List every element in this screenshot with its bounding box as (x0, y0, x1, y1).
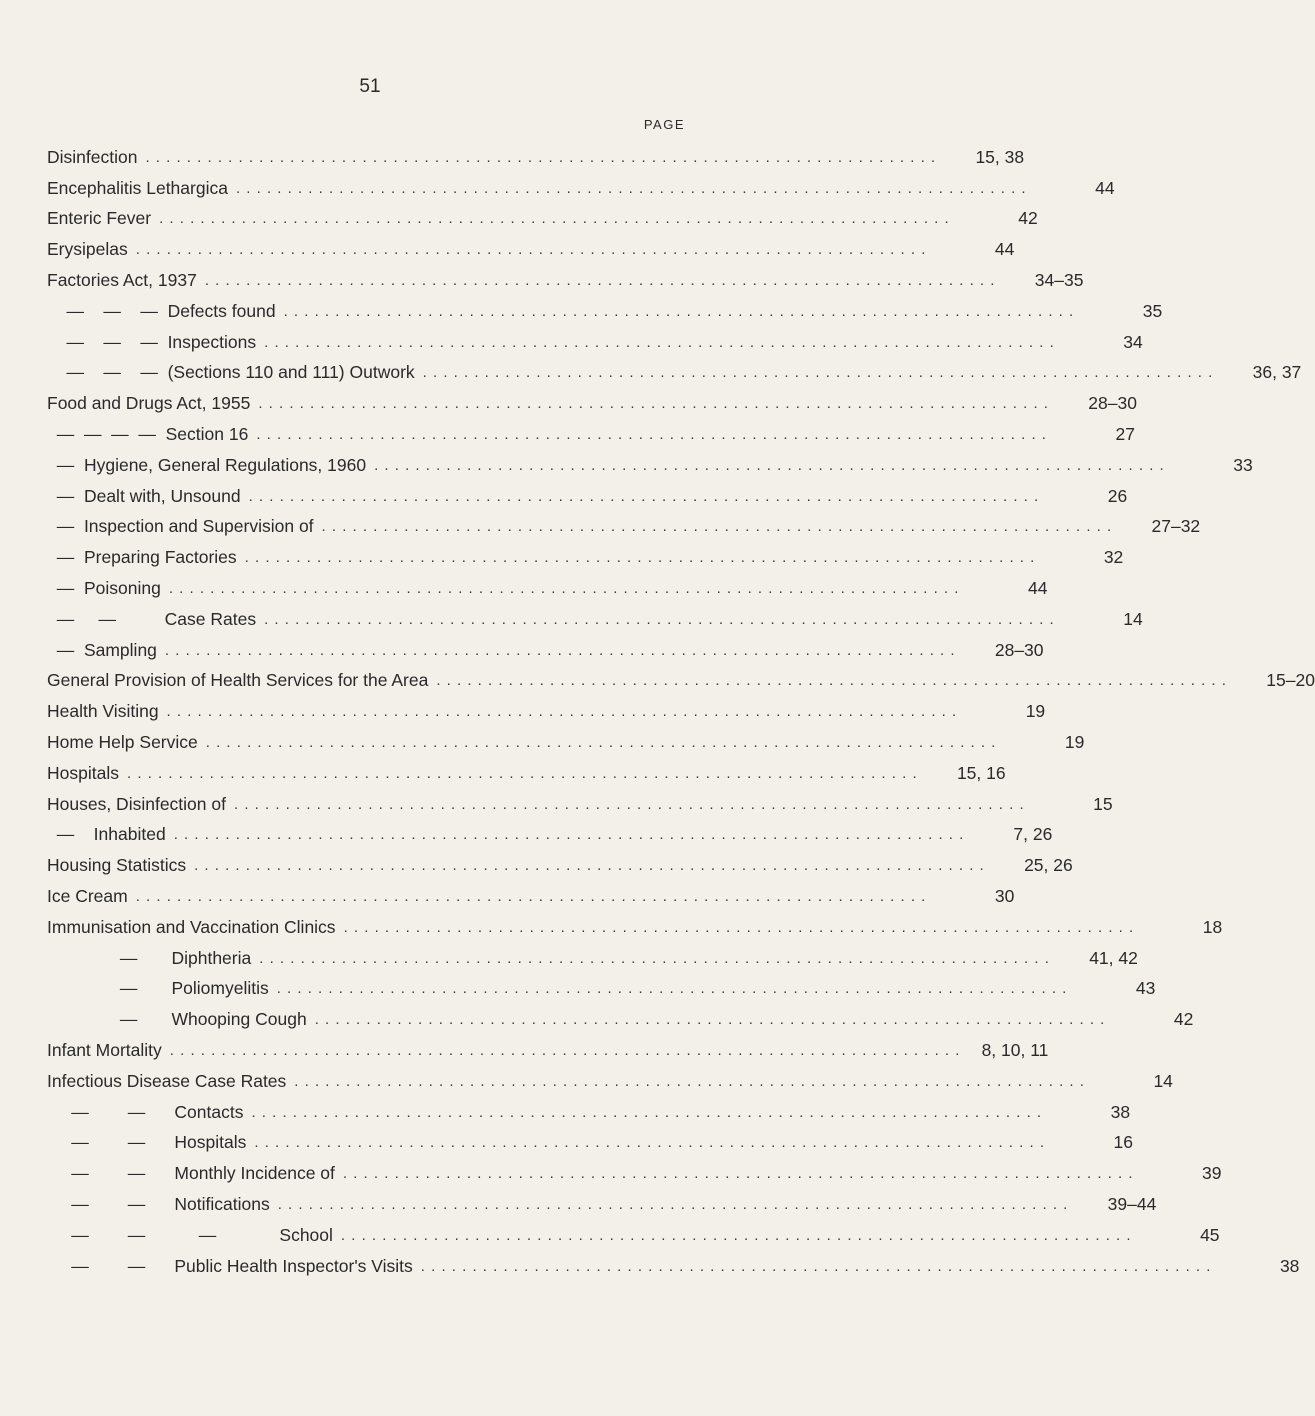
index-entry-pages: 19 (1064, 732, 1085, 753)
index-entry (47, 358, 1302, 389)
dot-leader: . . . . . . . . . . . . . . . . . . . . . . . . . . . . . . . . . . . . . . . . . . . . . . . . . . . . . . . . . . . . . . . . . . . . . . . . . . . . . (169, 1042, 961, 1059)
index-entry (47, 419, 1135, 450)
index-entry (47, 912, 1223, 943)
dot-leader: . . . . . . . . . . . . . . . . . . . . . . . . . . . . . . . . . . . . . . . . . . . . . . . . . . . . . . . . . . . . . . . . . . . . . . . . . . . . . (254, 1134, 1045, 1152)
index-entry-label: — — — — Section 16 (47, 424, 249, 445)
dot-leader: . . . . . . . . . . . . . . . . . . . . . . . . . . . . . . . . . . . . . . . . . . . . . . . . . . . . . . . . . . . . . . . . . . . . . . . . . . . . . (276, 980, 1068, 998)
index-entry-label: — — — Defects found (47, 300, 276, 321)
index-entry-label: — — — Inspections (47, 331, 257, 352)
dot-leader: . . . . . . . . . . . . . . . . . . . . . . . . . . . . . . . . . . . . . . . . . . . . . . . . . . . . . . . . . . . . . . . . . . . . . . . . . . . . . (126, 764, 918, 782)
index-entry-label: Encephalitis Lethargica (47, 177, 228, 198)
index-entry-label: — — Monthly Incidence of (47, 1163, 335, 1184)
index-entry-pages: 25, 26 (1024, 855, 1073, 876)
dot-leader: . . . . . . . . . . . . . . . . . . . . . . . . . . . . . . . . . . . . . . . . . . . . . . . . . . . . . . . . . . . . . . . . . . . . . . . . . . . . . (283, 302, 1075, 320)
index-entry-pages: 36, 37 (1252, 362, 1302, 383)
dot-leader: . . . . . . . . . . . . . . . . . . . . . . . . . . . . . . . . . . . . . . . . . . . . . . . . . . . . . . . . . . . . . . . . . . . . . . . . . . . . . (259, 949, 1050, 967)
index-entry-label: Factories Act, 1937 (47, 270, 197, 291)
index-entry-label: — Diphtheria (47, 947, 252, 968)
index-entry-pages: 42 (1173, 1009, 1194, 1030)
index-entry-pages: 34–35 (1034, 270, 1084, 291)
dot-leader: . . . . . . . . . . . . . . . . . . . . . . . . . . . . . . . . . . . . . . . . . . . . . . . . . . . . . . . . . . . . . . . . . . . . . . . . . . . . . (422, 364, 1214, 382)
index-entry-label: — Dealt with, Unsound (47, 485, 241, 506)
index-entry (47, 1158, 1222, 1189)
dot-leader: . . . . . . . . . . . . . . . . . . . . . . . . . . . . . . . . . . . . . . . . . . . . . . . . . . . . . . . . . . . . . . . . . . . . . . . . . . . . . (251, 1103, 1043, 1121)
index-entry (47, 727, 1085, 758)
dot-leader: . . . . . . . . . . . . . . . . . . . . . . . . . . . . . . . . . . . . . . . . . . . . . . . . . . . . . . . . . . . . . . . . . . . . . . . . . . . . . (294, 1072, 1085, 1090)
dot-leader: . . . . . . . . . . . . . . . . . . . . . . . . . . . . . . . . . . . . . . . . . . . . . . . . . . . . . . . . . . . . . . . . . . . . . . . . . . . . . (135, 241, 927, 259)
index-entry-pages: 28–30 (1088, 393, 1137, 414)
index-entry-pages: 33 (1233, 454, 1253, 475)
index-entry-pages: 30 (994, 886, 1015, 907)
index-entry-pages: 44 (1027, 578, 1048, 599)
index-entry (47, 388, 1137, 419)
index-entry (47, 1035, 1049, 1066)
index-entry-label: — — — (Sections 110 and 111) Outwork (47, 362, 415, 383)
index-entry-label: Enteric Fever (47, 208, 152, 229)
index-entry-label: — — Notifications (47, 1193, 270, 1214)
dot-leader: . . . . . . . . . . . . . . . . . . . . . . . . . . . . . . . . . . . . . . . . . . . . . . . . . . . . . . . . . . . . . . . . . . . . . . . . . . . . . (248, 487, 1040, 505)
index-entry (47, 1220, 1220, 1251)
index-entry-pages: 28–30 (994, 639, 1044, 660)
index-entry (47, 666, 1315, 697)
index-entry-label: — — — School (47, 1224, 333, 1245)
index-entry-pages: 15, 16 (956, 762, 1006, 783)
index-entry-label: — Preparing Factories (47, 547, 237, 568)
dot-leader: . . . . . . . . . . . . . . . . . . . . . . . . . . . . . . . . . . . . . . . . . . . . . . . . . . . . . . . . . . . . . . . . . . . . . . . . . . . . . (135, 888, 927, 906)
index-entry (47, 1066, 1173, 1097)
dot-leader: . . . . . . . . . . . . . . . . . . . . . . . . . . . . . . . . . . . . . . . . . . . . . . . . . . . . . . . . . . . . . . . . . . . . . . . . . . . . . (374, 456, 1165, 474)
index-entry-label: — Inspection and Supervision of (47, 516, 314, 537)
dot-leader: . . . . . . . . . . . . . . . . . . . . . . . . . . . . . . . . . . . . . . . . . . . . . . . . . . . . . . . . . . . . . . . . . . . . . . . . . . . . . (264, 333, 1055, 351)
index-entry-label: Disinfection (47, 146, 138, 167)
index-entry (47, 327, 1143, 358)
index-entry (47, 142, 1025, 173)
dot-leader: . . . . . . . . . . . . . . . . . . . . . . . . . . . . . . . . . . . . . . . . . . . . . . . . . . . . . . . . . . . . . . . . . . . . . . . . . . . . . (436, 672, 1227, 690)
index-entry (47, 1251, 1300, 1282)
dot-leader: . . . . . . . . . . . . . . . . . . . . . . . . . . . . . . . . . . . . . . . . . . . . . . . . . . . . . . . . . . . . . . . . . . . . . . . . . . . . . (233, 795, 1025, 813)
dot-leader: . . . . . . . . . . . . . . . . . . . . . . . . . . . . . . . . . . . . . . . . . . . . . . . . . . . . . . . . . . . . . . . . . . . . . . . . . . . . . (321, 518, 1113, 536)
index-entry-pages: 44 (994, 239, 1015, 260)
index-entry-label: Health Visiting (47, 701, 159, 722)
index-entry-pages: 35 (1142, 300, 1163, 321)
index-entry-label: — — Contacts (47, 1101, 244, 1122)
index-entry-pages: 41, 42 (1089, 947, 1138, 968)
dot-leader: . . . . . . . . . . . . . . . . . . . . . . . . . . . . . . . . . . . . . . . . . . . . . . . . . . . . . . . . . . . . . . . . . . . . . . . . . . . . . (173, 826, 965, 844)
index-entry (47, 481, 1128, 512)
index-entry (47, 512, 1201, 543)
index-entry-pages: 15, 38 (975, 146, 1025, 167)
dot-leader: . . . . . . . . . . . . . . . . . . . . . . . . . . . . . . . . . . . . . . . . . . . . . . . . . . . . . . . . . . . . . . . . . . . . . . . . . . . . . (256, 426, 1047, 444)
index-entry-pages: 32 (1103, 547, 1124, 568)
index-entry-label: Hospitals (47, 762, 119, 783)
index-entry (47, 1189, 1157, 1220)
index-entry-pages: 43 (1135, 978, 1156, 999)
dot-leader: . . . . . . . . . . . . . . . . . . . . . . . . . . . . . . . . . . . . . . . . . . . . . . . . . . . . . . . . . . . . . . . . . . . . . . . . . . . . . (164, 641, 956, 659)
dot-leader: . . . . . . . . . . . . . . . . . . . . . . . . . . . . . . . . . . . . . . . . . . . . . . . . . . . . . . . . . . . . . . . . . . . . . . . . . . . . . (258, 395, 1049, 413)
index-entry (47, 1097, 1131, 1128)
index-entry (47, 450, 1253, 481)
index-entry (47, 573, 1048, 604)
index-entry (47, 234, 1015, 265)
dot-leader: . . . . . . . . . . . . . . . . . . . . . . . . . . . . . . . . . . . . . . . . . . . . . . . . . . . . . . . . . . . . . . . . . . . . . . . . . . . . . (235, 179, 1027, 197)
dot-leader: . . . . . . . . . . . . . . . . . . . . . . . . . . . . . . . . . . . . . . . . . . . . . . . . . . . . . . . . . . . . . . . . . . . . . . . . . . . . . (244, 549, 1036, 567)
index-entry-label: Infectious Disease Case Rates (47, 1070, 287, 1091)
index-entry-pages: 8, 10, 11 (981, 1040, 1049, 1060)
page-column-heading: PAGE (643, 117, 685, 132)
index-entry (47, 635, 1044, 666)
index-entry-pages: 38 (1110, 1101, 1131, 1122)
index-entry-label: — — Case Rates (47, 608, 257, 629)
dot-leader: . . . . . . . . . . . . . . . . . . . . . . . . . . . . . . . . . . . . . . . . . . . . . . . . . . . . . . . . . . . . . . . . . . . . . . . . . . . . . (314, 1011, 1106, 1029)
index-entry-label: Housing Statistics (47, 855, 187, 876)
dot-leader: . . . . . . . . . . . . . . . . . . . . . . . . . . . . . . . . . . . . . . . . . . . . . . . . . . . . . . . . . . . . . . . . . . . . . . . . . . . . . (205, 734, 997, 752)
index-entry (47, 604, 1143, 635)
index-entry (47, 820, 1053, 851)
index-entry (47, 296, 1163, 327)
index-entry-label: — Whooping Cough (47, 1009, 307, 1030)
index-entry (47, 696, 1046, 727)
index-entry (47, 204, 1038, 235)
dot-leader: . . . . . . . . . . . . . . . . . . . . . . . . . . . . . . . . . . . . . . . . . . . . . . . . . . . . . . . . . . . . . . . . . . . . . . . . . . . . . (159, 210, 950, 228)
index-entry-pages: 18 (1202, 916, 1223, 937)
dot-leader: . . . . . . . . . . . . . . . . . . . . . . . . . . . . . . . . . . . . . . . . . . . . . . . . . . . . . . . . . . . . . . . . . . . . . . . . . . . . . (277, 1195, 1069, 1213)
dot-leader: . . . . . . . . . . . . . . . . . . . . . . . . . . . . . . . . . . . . . . . . . . . . . . . . . . . . . . . . . . . . . . . . . . . . . . . . . . . . . (420, 1257, 1212, 1275)
index-entry (47, 881, 1015, 912)
index-entry (47, 974, 1156, 1005)
index-entry (47, 173, 1115, 204)
index-entry-pages: 15–20 (1266, 670, 1315, 691)
dot-leader: . . . . . . . . . . . . . . . . . . . . . . . . . . . . . . . . . . . . . . . . . . . . . . . . . . . . . . . . . . . . . . . . . . . . . . . . . . . . . (194, 857, 985, 875)
index-entry-pages: 44 (1095, 177, 1115, 198)
dot-leader: . . . . . . . . . . . . . . . . . . . . . . . . . . . . . . . . . . . . . . . . . . . . . . . . . . . . . . . . . . . . . . . . . . . . . . . . . . . . . (343, 918, 1135, 936)
dot-leader: . . . . . . . . . . . . . . . . . . . . . . . . . . . . . . . . . . . . . . . . . . . . . . . . . . . . . . . . . . . . . . . . . . . . . . . . . . . . . (166, 703, 958, 721)
dot-leader: . . . . . . . . . . . . . . . . . . . . . . . . . . . . . . . . . . . . . . . . . . . . . . . . . . . . . . . . . . . . . . . . . . . . . . . . . . . . . (168, 580, 960, 598)
index-entry-label: — Sampling (47, 639, 157, 660)
index-entry-label: General Provision of Health Services for the Area (47, 670, 429, 691)
index-entry-pages: 15 (1093, 793, 1113, 814)
index-entry-pages: 27 (1115, 424, 1135, 445)
index-entry-label: — — Public Health Inspector's Visits (47, 1255, 413, 1276)
index-entry-label: Food and Drugs Act, 1955 (47, 393, 251, 414)
index-entry (47, 789, 1113, 820)
index-entry-pages: 16 (1113, 1132, 1133, 1153)
index-entry-pages: 38 (1279, 1255, 1300, 1276)
index-entry-label: — Poliomyelitis (47, 978, 269, 999)
index-list (47, 142, 1315, 1281)
index-entry-label: — Hygiene, General Regulations, 1960 (47, 454, 367, 475)
index-entry-pages: 26 (1107, 485, 1128, 506)
index-entry-pages: 45 (1200, 1224, 1220, 1245)
index-entry (47, 542, 1124, 573)
dot-leader: . . . . . . . . . . . . . . . . . . . . . . . . . . . . . . . . . . . . . . . . . . . . . . . . . . . . . . . . . . . . . . . . . . . . . . . . . . . . . (264, 610, 1055, 628)
dot-leader: . . . . . . . . . . . . . . . . . . . . . . . . . . . . . . . . . . . . . . . . . . . . . . . . . . . . . . . . . . . . . . . . . . . . . . . . . . . . . (145, 148, 937, 166)
index-entry (47, 758, 1006, 789)
index-entry-label: — Inhabited (47, 824, 166, 845)
index-entry-pages: 34 (1123, 331, 1143, 352)
index-entry (47, 1004, 1194, 1035)
index-entry-pages: 14 (1123, 608, 1143, 629)
index-entry-pages: 19 (1025, 701, 1046, 722)
index-entry-pages: 27–32 (1151, 516, 1201, 537)
index-entry-label: Immunisation and Vaccination Clinics (47, 916, 336, 937)
index-entry-label: Infant Mortality (47, 1040, 162, 1060)
index-entry (47, 850, 1073, 881)
dot-leader: . . . . . . . . . . . . . . . . . . . . . . . . . . . . . . . . . . . . . . . . . . . . . . . . . . . . . . . . . . . . . . . . . . . . . . . . . . . . . (340, 1226, 1132, 1244)
index-entry (47, 943, 1138, 974)
index-entry (47, 265, 1084, 296)
index-entry-pages: 7, 26 (1013, 824, 1053, 845)
index-entry-pages: 14 (1153, 1070, 1173, 1091)
index-entry-label: Houses, Disinfection of (47, 793, 226, 814)
index-entry-label: Erysipelas (47, 239, 128, 260)
page-number: 51 (359, 76, 381, 97)
index-entry-label: Ice Cream (47, 886, 128, 907)
index-entry (47, 1128, 1133, 1159)
index-entry-label: — Poisoning (47, 578, 161, 599)
dot-leader: . . . . . . . . . . . . . . . . . . . . . . . . . . . . . . . . . . . . . . . . . . . . . . . . . . . . . . . . . . . . . . . . . . . . . . . . . . . . . (342, 1165, 1134, 1183)
dot-leader: . . . . . . . . . . . . . . . . . . . . . . . . . . . . . . . . . . . . . . . . . . . . . . . . . . . . . . . . . . . . . . . . . . . . . . . . . . . . . (204, 272, 996, 290)
index-entry-pages: 42 (1018, 208, 1038, 229)
index-entry-pages: 39 (1202, 1163, 1222, 1184)
index-entry-label: — — Hospitals (47, 1132, 247, 1153)
index-entry-pages: 39–44 (1107, 1193, 1157, 1214)
index-entry-label: Home Help Service (47, 732, 198, 753)
